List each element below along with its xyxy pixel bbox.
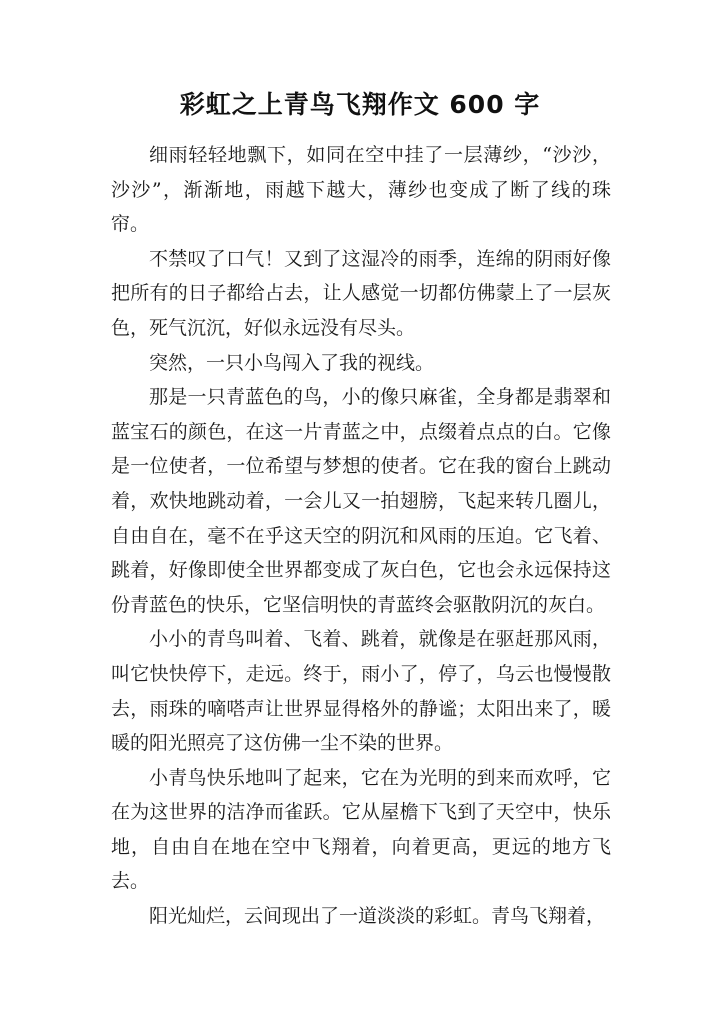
paragraph: 小青鸟快乐地叫了起来，它在为光明的到来而欢呼，它在为这世界的洁净而雀跃。它从屋檐下飞到了天空中，快乐地，自由自在地在空中飞翔着，向着更高，更远的地方飞去。 (111, 766, 611, 893)
paragraph: 阳光灿烂，云间现出了一道淡淡的彩虹。青鸟飞翔着， (149, 905, 606, 928)
paragraph: 细雨轻轻地飘下，如同在空中挂了一层薄纱，“沙沙，沙沙”，渐渐地，雨越下越大，薄纱也变成了断了线的珠帘。 (111, 144, 611, 236)
paragraph: 突然，一只小鸟闯入了我的视线。 (149, 351, 435, 374)
paragraph: 小小的青鸟叫着、飞着、跳着，就像是在驱赶那风雨，叫它快快停下，走远。终于，雨小了，停了，乌云也慢慢散去，雨珠的嘀嗒声让世界显得格外的静谧；太阳出来了，暖暖的阳光照亮了这仿佛一尘不染的世界。 (111, 628, 611, 755)
document-title: 彩虹之上青鸟飞翔作文 600 字 (179, 90, 541, 119)
document-body (111, 138, 611, 934)
paragraph: 那是一只青蓝色的鸟，小的像只麻雀，全身都是翡翠和蓝宝石的颜色，在这一片青蓝之中，点缀着点点的白。它像是一位使者，一位希望与梦想的使者。它在我的窗台上跳动着，欢快地跳动着，一会儿又一拍翅膀，飞起来转几圈儿，自由自在，毫不在乎这天空的阴沉和风雨的压迫。它飞着、跳着，好像即使全世界都变成了灰白色，它也会永远保持这份青蓝色的快乐，它坚信明快的青蓝终会驱散阴沉的灰白。 (111, 386, 611, 616)
paragraph: 不禁叹了口气！又到了这湿冷的雨季，连绵的阴雨好像把所有的日子都给占去，让人感觉一切都仿佛蒙上了一层灰色，死气沉沉，好似永远没有尽头。 (111, 247, 611, 339)
